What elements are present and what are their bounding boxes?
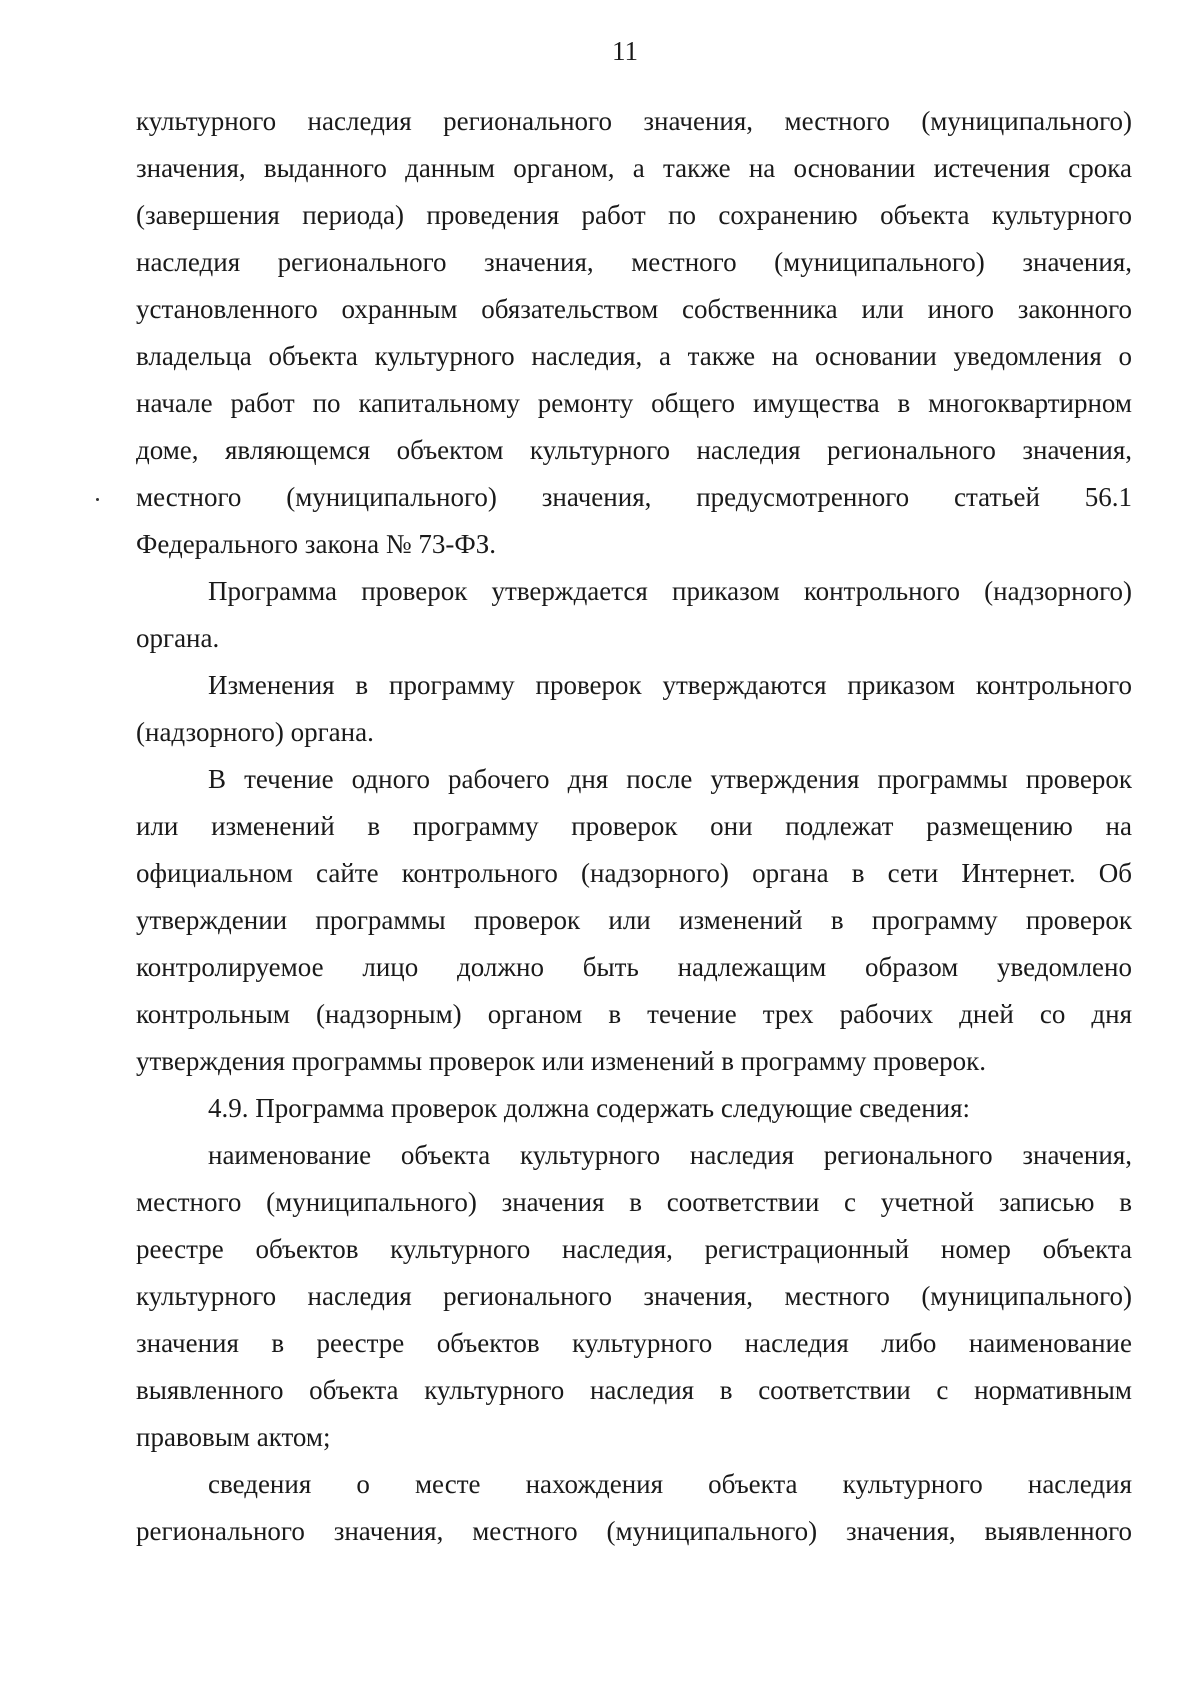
page-number: 11 [612, 36, 638, 66]
document-body [136, 98, 1132, 1555]
text-line: или изменений в программу проверок они подлежат размещению на [136, 811, 1132, 841]
paragraph [136, 1085, 1132, 1132]
text-line: правовым актом; [136, 1422, 331, 1452]
text-line: органа. [136, 623, 220, 653]
text-line: 4.9. Программа проверок должна содержать следующие сведения: [208, 1093, 971, 1123]
paragraph [136, 98, 1132, 568]
text-line: (завершения периода) проведения работ по сохранению объекта культурного [136, 200, 1132, 230]
text-line: регионального значения, местного (муниципального) значения, выявленного [136, 1516, 1132, 1546]
text-line: доме, являющемся объектом культурного наследия регионального значения, [136, 435, 1132, 465]
paragraph [136, 1461, 1132, 1555]
text-line: утверждении программы проверок или изменений в программу проверок [136, 905, 1132, 935]
text-line: Федерального закона № 73-ФЗ. [136, 529, 496, 559]
text-line: сведения о месте нахождения объекта культурного наследия [208, 1469, 1132, 1499]
text-line: (надзорного) органа. [136, 717, 374, 747]
margin-speck [96, 498, 99, 501]
text-line: культурного наследия регионального значения, местного (муниципального) [136, 106, 1132, 136]
text-line: Программа проверок утверждается приказом контрольного (надзорного) [208, 576, 1132, 606]
text-line: Изменения в программу проверок утверждаются приказом контрольного [208, 670, 1132, 700]
text-line: значения, выданного данным органом, а также на основании истечения срока [136, 153, 1132, 183]
text-line: выявленного объекта культурного наследия в соответствии с нормативным [136, 1375, 1132, 1405]
text-line: значения в реестре объектов культурного наследия либо наименование [136, 1328, 1132, 1358]
text-line: официальном сайте контрольного (надзорного) органа в сети Интернет. Об [136, 858, 1132, 888]
text-line: В течение одного рабочего дня после утверждения программы проверок [208, 764, 1132, 794]
text-line: начале работ по капитальному ремонту общего имущества в многоквартирном [136, 388, 1132, 418]
text-line: утверждения программы проверок или изменений в программу проверок. [136, 1046, 987, 1076]
text-line: реестре объектов культурного наследия, регистрационный номер объекта [136, 1234, 1132, 1264]
paragraph [136, 756, 1132, 1085]
text-line: местного (муниципального) значения, предусмотренного статьей 56.1 [136, 482, 1132, 512]
paragraph [136, 1132, 1132, 1461]
text-line: установленного охранным обязательством собственника или иного законного [136, 294, 1132, 324]
text-line: культурного наследия регионального значения, местного (муниципального) [136, 1281, 1132, 1311]
text-line: контролируемое лицо должно быть надлежащим образом уведомлено [136, 952, 1132, 982]
paragraph [136, 568, 1132, 662]
text-line: местного (муниципального) значения в соответствии с учетной записью в [136, 1187, 1132, 1217]
text-line: владельца объекта культурного наследия, а также на основании уведомления о [136, 341, 1132, 371]
text-line: контрольным (надзорным) органом в течение трех рабочих дней со дня [136, 999, 1132, 1029]
text-line: наименование объекта культурного наследия регионального значения, [208, 1140, 1132, 1170]
paragraph [136, 662, 1132, 756]
text-line: наследия регионального значения, местного (муниципального) значения, [136, 247, 1132, 277]
